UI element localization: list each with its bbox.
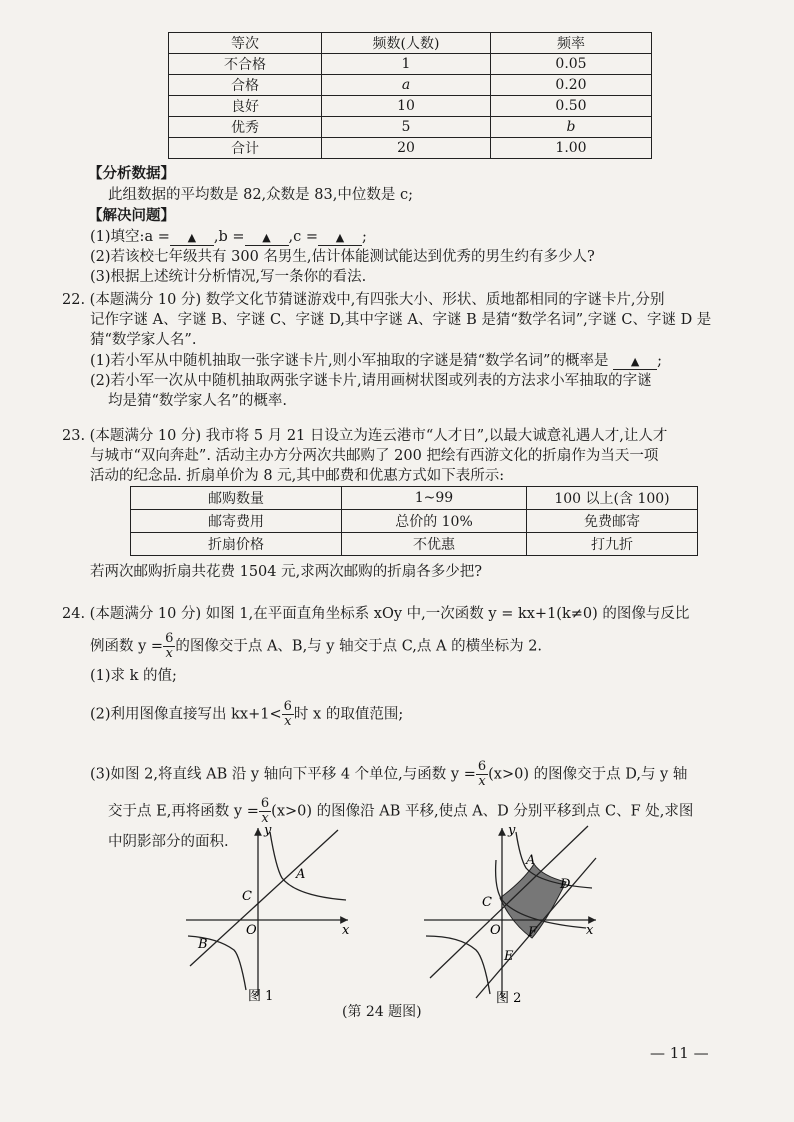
q24-line: 24. (本题满分 10 分) 如图 1,在平面直角坐标系 xOy 中,一次函数 y = kx+1(k≠0) 的图像与反比 [62,606,690,622]
table-cell: 打九折 [527,533,698,556]
header-cell: 等次 [169,33,322,54]
blank-a-label: a = [144,229,170,245]
hyperbola-branch [270,832,346,900]
q23-question: 若两次邮购折扇共花费 1504 元,求两次邮购的折扇各多少把? [90,564,483,580]
table-cell: 1.00 [491,138,652,159]
q22-line: (2)若小军一次从中随机抽取两张字谜卡片,请用画树状图或列表的方法求小军抽取的字谜 [90,373,652,389]
label-o: O [246,923,257,938]
table-cell: 折扇价格 [131,533,342,556]
q23-line: 与城市“双向奔赴”. 活动主办方分两次共邮购了 200 把绘有西游文化的折扇作为当天一项 [90,448,659,464]
table-cell: 1 [322,54,491,75]
table-cell: 10 [322,96,491,117]
answer-blank[interactable]: ▲ [245,230,289,246]
label-y: y [264,823,272,838]
part1-suffix: ; [362,229,367,245]
table-cell: 邮寄费用 [131,510,342,533]
table-cell: 总价的 10% [342,510,527,533]
q24-text: (x>0) 的图像沿 AB 平移,使点 A、D 分别平移到点 C、F 处,求图 [271,803,694,820]
page-number: — 11 — [650,1044,709,1062]
table-row [131,533,698,556]
q22-part1-text: (1)若小军从中随机抽取一张字谜卡片,则小军抽取的字谜是猜“数学名词”的概率是 [90,353,609,369]
table-cell: 0.20 [491,75,652,96]
label-a: A [526,853,536,868]
fraction-numerator: 6 [165,631,174,646]
fig1-caption: 图 1 [248,989,274,1004]
q24-part3 [90,760,687,789]
label-e: E [504,949,514,964]
table-cell: 0.50 [491,96,652,117]
fraction [282,700,294,729]
table-row [169,96,652,117]
q24-text: (3)如图 2,将直线 AB 沿 y 轴向下平移 4 个单位,与函数 y = [90,766,476,783]
label-c: C [242,889,252,904]
solve-heading: 【解决问题】 [88,207,175,224]
table-row [169,138,652,159]
q24-text: 交于点 E,再将函数 y = [108,803,259,820]
q24-text: 时 x 的取值范围; [293,706,404,723]
q21-part2: (2)若该校七年级共有 300 名男生,估计体能测试能达到优秀的男生约有多少人? [90,249,595,265]
label-x: x [342,923,350,938]
fraction-numerator: 6 [283,699,292,714]
table-cell: 100 以上(含 100) [527,487,698,510]
line-ab [190,830,338,966]
fraction [476,760,488,789]
frequency-table [168,32,652,159]
fraction-denominator: x [478,774,486,789]
q24-text: 的图像交于点 A、B,与 y 轴交于点 C,点 A 的横坐标为 2. [175,638,543,655]
fraction-denominator: x [261,811,269,826]
q23-line: 活动的纪念品. 折扇单价为 8 元,其中邮费和优惠方式如下表所示: [90,468,505,484]
table-cell: 1~99 [342,487,527,510]
answer-blank[interactable]: ▲ [170,230,214,246]
fig2-caption: 图 2 [496,991,522,1006]
label-d: D [560,877,571,892]
postage-table [130,486,698,556]
q24-text: (x>0) 的图像交于点 D,与 y 轴 [488,766,688,783]
table-cell: 合格 [169,75,322,96]
label-f: F [528,925,538,940]
fraction-denominator: x [284,714,292,729]
table-row [169,117,652,138]
q22-line: 均是猜“数学家人名”的概率. [108,393,287,409]
label-b: B [198,937,208,952]
table-cell: 5 [322,117,491,138]
table-cell: 合计 [169,138,322,159]
fraction [163,632,175,661]
figure-2 [416,818,616,1008]
blank-c-label: ,c = [288,229,318,245]
table-cell: 良好 [169,96,322,117]
table-cell: 不优惠 [342,533,527,556]
table-row [131,510,698,533]
label-x: x [586,923,594,938]
figure-1 [178,820,368,1005]
table-cell: b [491,117,652,138]
table-cell: 优秀 [169,117,322,138]
header-cell: 频率 [491,33,652,54]
q22-line: 22. (本题满分 10 分) 数学文化节猜谜游戏中,有四张大小、形状、质地都相同的字谜卡片,分别 [62,292,665,308]
figure-group-caption: (第 24 题图) [342,1004,422,1020]
fraction-denominator: x [165,646,173,661]
label-o: O [490,923,501,938]
q24-line: 中阴影部分的面积. [108,834,229,850]
label-c: C [482,895,492,910]
q22-line: 记作字谜 A、字谜 B、字谜 C、字谜 D,其中字谜 A、字谜 B 是猜“数学名词”,字谜 C、字谜 D 是 [90,312,712,328]
blank-b-label: ,b = [213,229,245,245]
table-header-row [169,33,652,54]
analysis-text: 此组数据的平均数是 82,众数是 83,中位数是 c; [108,187,413,203]
header-cell: 频数(人数) [322,33,491,54]
q23-line: 23. (本题满分 10 分) 我市将 5 月 21 日设立为连云港市“人才日”,以最大诚意礼遇人才,让人才 [62,428,668,444]
fraction-numerator: 6 [260,796,270,811]
q22-line: 猜“数学家人名”. [90,332,197,348]
q24-text: 例函数 y = [90,638,164,655]
answer-blank[interactable]: ▲ [613,354,657,370]
q24-line [90,632,542,661]
table-cell: a [322,75,491,96]
table-row [169,54,652,75]
q24-part1: (1)求 k 的值; [90,668,177,684]
q24-text: (2)利用图像直接写出 kx+1< [90,706,282,723]
table-cell: 免费邮寄 [527,510,698,533]
q22-part1-end: ; [657,353,662,369]
q21-part3: (3)根据上述统计分析情况,写一条你的看法. [90,269,367,285]
table-row [169,75,652,96]
q22-part1 [90,351,662,371]
q24-part2 [90,700,403,729]
label-y: y [508,823,516,838]
table-row [131,487,698,510]
table-cell: 不合格 [169,54,322,75]
table-cell: 20 [322,138,491,159]
answer-blank[interactable]: ▲ [318,230,362,246]
label-a: A [296,867,306,882]
hyperbola-branch [188,936,246,990]
part1-prefix: (1)填空: [90,229,145,245]
table-cell: 0.05 [491,54,652,75]
analysis-heading: 【分析数据】 [88,165,175,182]
hyperbola-branch [426,936,490,994]
q21-part1 [90,227,367,247]
fraction-numerator: 6 [477,759,487,774]
table-cell: 邮购数量 [131,487,342,510]
